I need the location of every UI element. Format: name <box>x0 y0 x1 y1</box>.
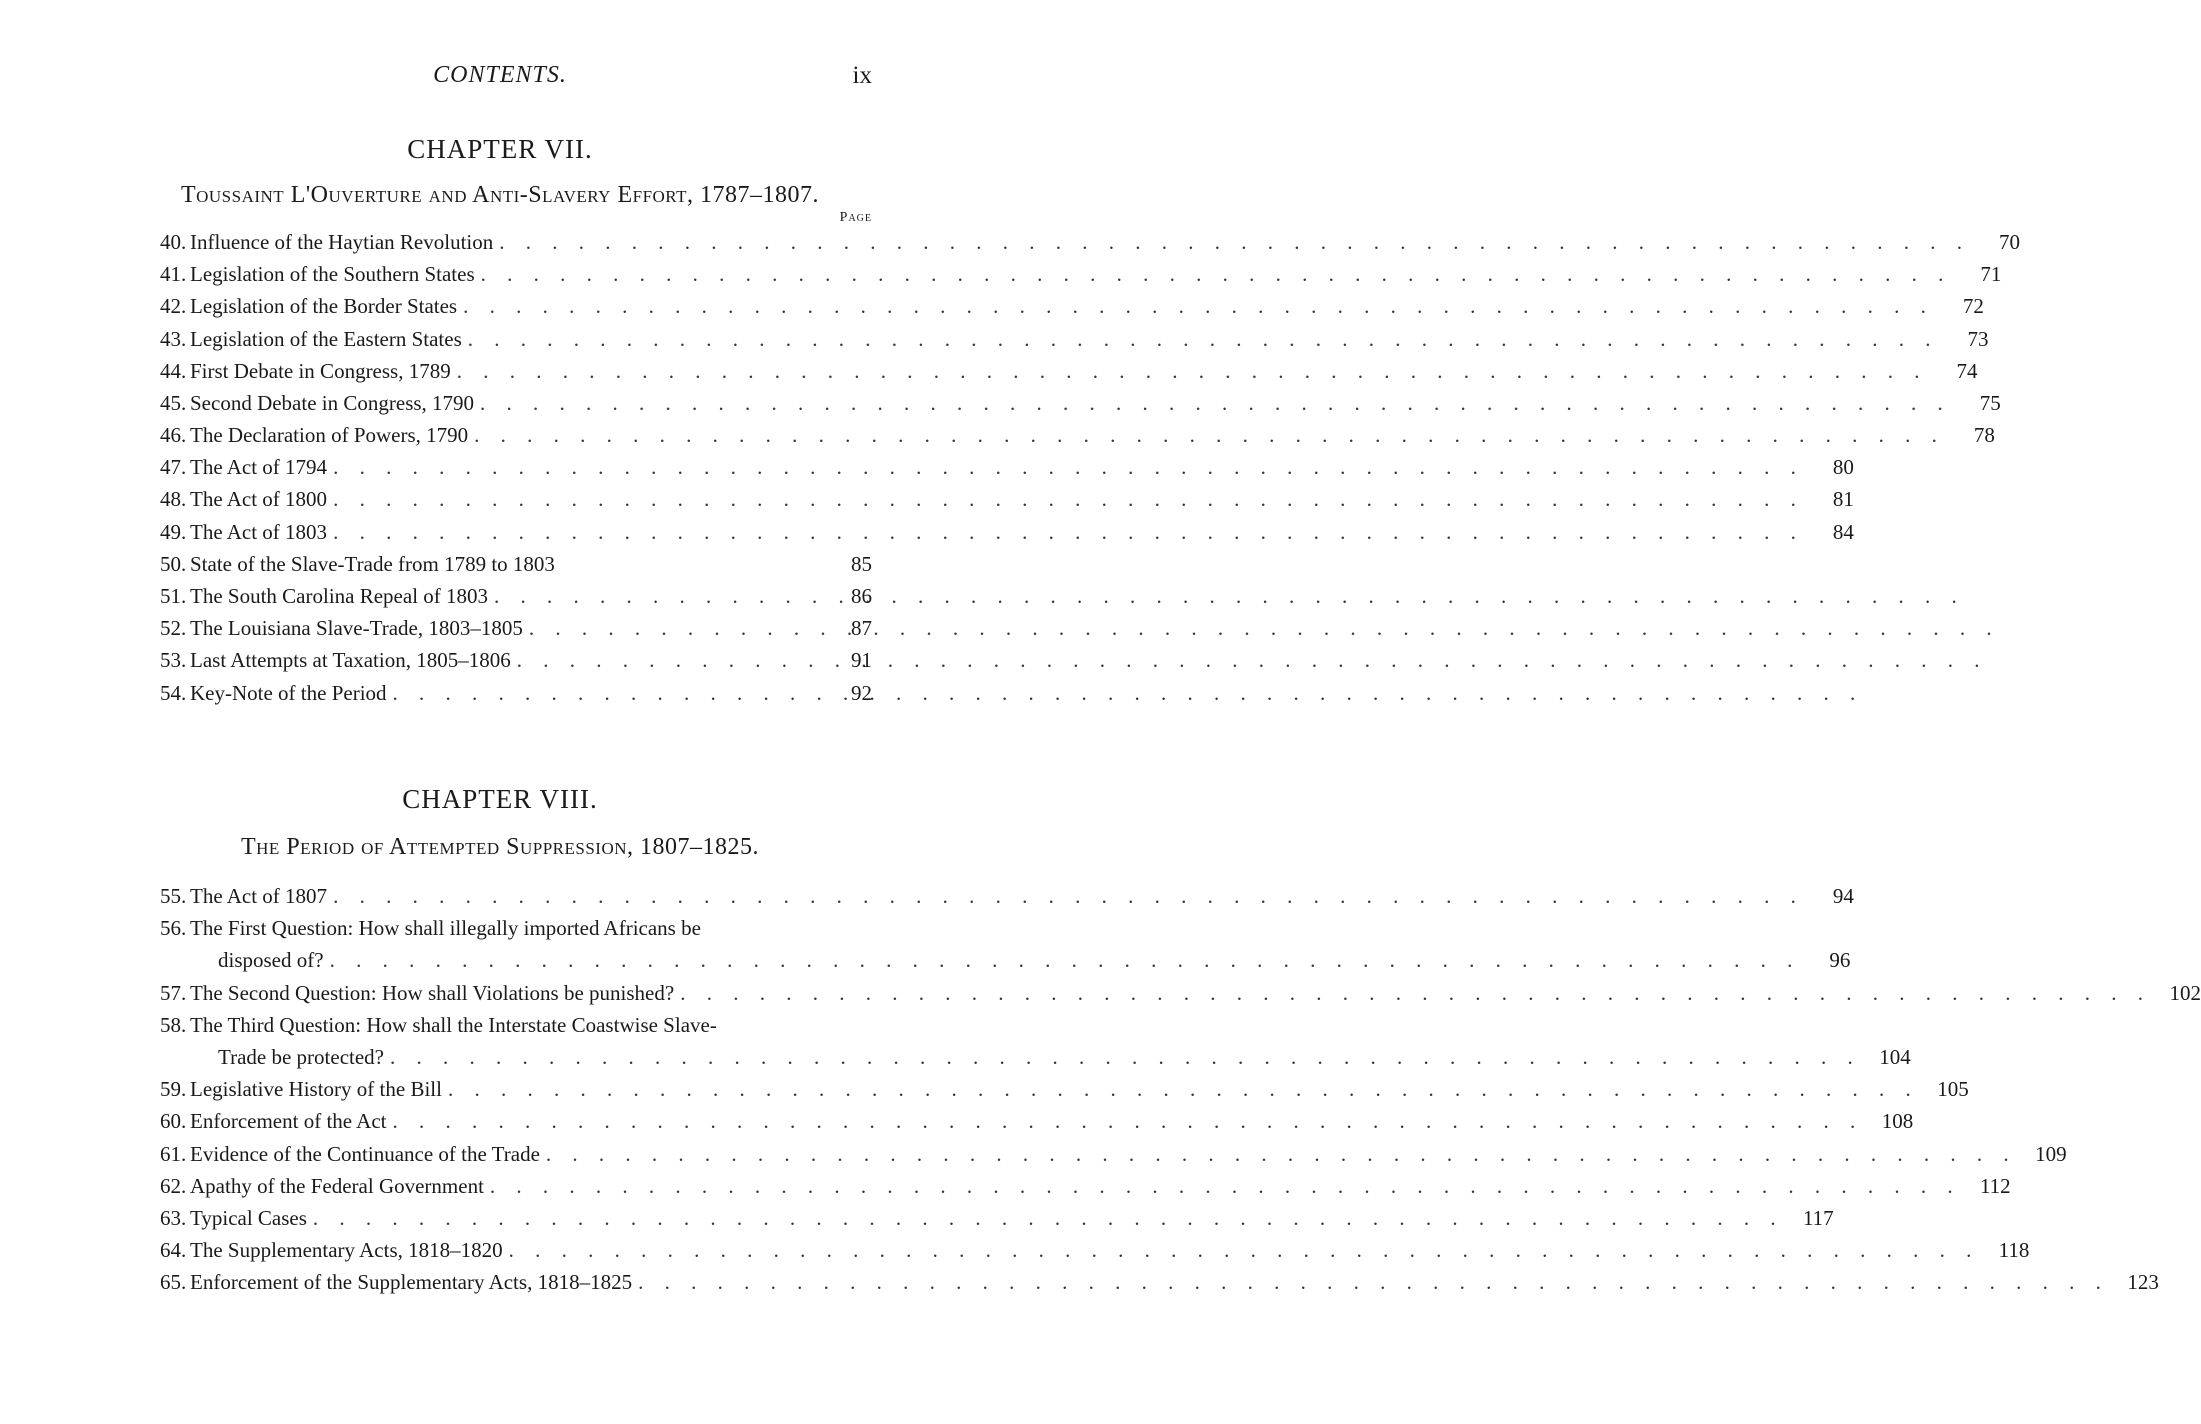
entry-number: 58. <box>160 1012 187 1037</box>
entry-page: 74 <box>1956 358 1978 383</box>
dot-leader <box>448 1073 1919 1105</box>
running-head <box>0 62 1000 96</box>
dot-leader <box>333 516 1804 548</box>
dot-leader <box>393 1105 1864 1137</box>
entry-page: 91 <box>851 648 872 673</box>
entry-page: 70 <box>1999 229 2020 254</box>
dot-leader <box>529 612 589 644</box>
entry-number: 41. <box>160 262 187 287</box>
entry-page: 96 <box>1829 948 1851 973</box>
dot-leader <box>333 483 1804 515</box>
page-column-label: Page <box>839 210 872 225</box>
entry-page: 104 <box>1879 1044 1911 1069</box>
chapter-viii-heading: CHAPTER VIII. <box>402 784 598 814</box>
entry-title: Legislation of the Eastern States <box>190 326 462 351</box>
entry-title: Enforcement of the Act <box>190 1109 387 1134</box>
toc-entry[interactable] <box>160 880 1854 912</box>
entry-title: Influence of the Haytian Revolution <box>190 229 494 254</box>
entry-title: The Declaration of Powers, 1790 <box>190 423 469 448</box>
dot-leader <box>333 451 1804 483</box>
toc-entry[interactable] <box>160 451 1854 483</box>
entry-title: Legislation of the Southern States <box>190 262 475 287</box>
entry-page: 84 <box>1832 519 1854 544</box>
entry-number: 59. <box>160 1077 187 1102</box>
toc-entry[interactable] <box>160 1009 1911 1073</box>
dot-leader <box>313 1202 1784 1234</box>
dot-leader <box>463 290 1934 322</box>
dot-leader <box>468 323 1939 355</box>
toc-entry[interactable] <box>160 1105 1914 1137</box>
entry-page: 123 <box>2127 1270 2159 1295</box>
running-title: CONTENTS. <box>433 62 567 88</box>
entry-title: The Act of 1800 <box>190 487 328 512</box>
entry-title: The Act of 1803 <box>190 519 328 544</box>
toc-entry[interactable] <box>160 612 872 644</box>
entry-page: 117 <box>1802 1205 1834 1230</box>
entry-title: The Third Question: How shall the Interstate Coastwise Slave- <box>190 1012 717 1037</box>
dot-leader <box>480 387 1951 419</box>
entry-title: The South Carolina Repeal of 1803 <box>190 584 489 609</box>
entry-number: 42. <box>160 294 187 319</box>
toc-entry[interactable] <box>160 548 872 580</box>
entry-number: 62. <box>160 1173 187 1198</box>
dot-leader <box>330 944 1801 976</box>
toc-entry[interactable] <box>160 677 872 709</box>
entry-title: Second Debate in Congress, 1790 <box>190 390 475 415</box>
entry-title: The First Question: How shall illegally imported Africans be <box>190 916 701 941</box>
entry-number: 51. <box>160 584 187 609</box>
entry-title: Last Attempts at Taxation, 1805–1806 <box>190 648 511 673</box>
entry-title: First Debate in Congress, 1789 <box>190 358 451 383</box>
dot-leader <box>333 880 1804 912</box>
toc-entry[interactable] <box>160 1138 2067 1170</box>
toc-entry[interactable] <box>160 516 1854 548</box>
entry-title: State of the Slave-Trade from 1789 to 1803 <box>190 551 555 576</box>
dot-leader <box>499 226 1970 258</box>
entry-page: 87 <box>851 616 872 641</box>
toc-entry[interactable] <box>160 1266 2159 1298</box>
toc-entry[interactable] <box>160 226 2020 258</box>
dot-leader <box>509 1234 1980 1266</box>
entry-number: 49. <box>160 519 187 544</box>
dot-leader <box>546 1138 2017 1170</box>
toc-entry[interactable] <box>160 355 1978 387</box>
entry-title: The Second Question: How shall Violations be punished? <box>190 980 675 1005</box>
dot-leader <box>457 355 1928 387</box>
chapter-viii-subtitle: The Period of Attempted Suppression, 1807–1825. <box>241 834 759 860</box>
dot-leader <box>638 1266 2109 1298</box>
toc-entry[interactable] <box>160 1170 2011 1202</box>
entry-title: Legislation of the Border States <box>190 294 458 319</box>
toc-entry[interactable] <box>160 580 872 612</box>
entry-number: 40. <box>160 229 187 254</box>
entry-page: 85 <box>851 551 872 576</box>
toc-entry[interactable] <box>160 290 1984 322</box>
entry-title: Typical Cases <box>190 1205 307 1230</box>
entry-page: 112 <box>1979 1173 2011 1198</box>
toc-entry[interactable] <box>160 1202 1834 1234</box>
entry-title: The Supplementary Acts, 1818–1820 <box>190 1238 503 1263</box>
entry-page: 71 <box>1980 262 2002 287</box>
toc-entry[interactable] <box>160 387 2001 419</box>
chapter-vii-toc <box>160 226 2020 709</box>
entry-number: 60. <box>160 1109 187 1134</box>
entry-page: 108 <box>1881 1109 1914 1134</box>
entry-number: 54. <box>160 680 187 705</box>
entry-number: 44. <box>160 358 187 383</box>
dot-leader <box>393 677 553 709</box>
entry-number: 48. <box>160 487 187 512</box>
entry-number: 56. <box>160 916 187 941</box>
entry-title-continued: disposed of? <box>218 948 324 973</box>
entry-page: 94 <box>1832 883 1854 908</box>
entry-page: 72 <box>1962 294 1984 319</box>
entry-page: 109 <box>2035 1141 2067 1166</box>
toc-entry[interactable] <box>160 419 1995 451</box>
toc-entry[interactable] <box>160 1073 1969 1105</box>
entry-number: 63. <box>160 1205 187 1230</box>
entry-title: Enforcement of the Supplementary Acts, 1818–1825 <box>190 1270 633 1295</box>
entry-number: 61. <box>160 1141 187 1166</box>
entry-number: 43. <box>160 326 187 351</box>
entry-number: 65. <box>160 1270 187 1295</box>
entry-title: The Louisiana Slave-Trade, 1803–1805 <box>190 616 523 641</box>
entry-page: 105 <box>1937 1077 1969 1102</box>
entry-number: 50. <box>160 551 187 576</box>
dot-leader <box>494 580 614 612</box>
dot-leader <box>474 419 1945 451</box>
entry-number: 47. <box>160 455 187 480</box>
entry-title-continued: Trade be protected? <box>218 1044 384 1069</box>
entry-number: 57. <box>160 980 187 1005</box>
entry-page: 81 <box>1832 487 1854 512</box>
entry-number: 55. <box>160 883 187 908</box>
entry-number: 53. <box>160 648 187 673</box>
entry-page: 78 <box>1973 423 1995 448</box>
entry-page: 102 <box>2169 980 2201 1005</box>
chapter-vii-heading: CHAPTER VII. <box>407 134 593 164</box>
toc-entry[interactable] <box>160 484 1854 516</box>
chapter-vii-subtitle: Toussaint L'Ouverture and Anti-Slavery Effort, 1787–1807. <box>180 182 820 208</box>
dot-leader <box>490 1170 1961 1202</box>
entry-title: Apathy of the Federal Government <box>190 1173 484 1198</box>
dot-leader <box>390 1041 1861 1073</box>
entry-title: Evidence of the Continuance of the Trade <box>190 1141 540 1166</box>
toc-entry[interactable] <box>160 644 872 676</box>
entry-title: The Act of 1794 <box>190 455 328 480</box>
entry-number: 52. <box>160 616 187 641</box>
toc-entry[interactable] <box>160 1234 2030 1266</box>
entry-page: 118 <box>1998 1238 2030 1263</box>
toc-entry[interactable] <box>160 323 1989 355</box>
dot-leader <box>680 977 2151 1009</box>
entry-page: 86 <box>851 584 872 609</box>
entry-number: 46. <box>160 423 187 448</box>
entry-number: 64. <box>160 1238 187 1263</box>
chapter-viii-toc <box>160 880 2201 1299</box>
entry-title: Key-Note of the Period <box>190 680 387 705</box>
entry-number: 45. <box>160 390 187 415</box>
entry-page: 92 <box>851 680 872 705</box>
entry-page: 75 <box>1979 390 2001 415</box>
dot-leader <box>481 258 1952 290</box>
page-number: ix <box>852 62 872 89</box>
toc-entry[interactable] <box>160 912 1851 976</box>
entry-page: 73 <box>1967 326 1989 351</box>
toc-entry[interactable] <box>160 258 2002 290</box>
dot-leader <box>517 644 607 676</box>
entry-page: 80 <box>1832 455 1854 480</box>
entry-title: The Act of 1807 <box>190 883 328 908</box>
toc-entry[interactable] <box>160 977 2201 1009</box>
entry-title: Legislative History of the Bill <box>190 1077 442 1102</box>
